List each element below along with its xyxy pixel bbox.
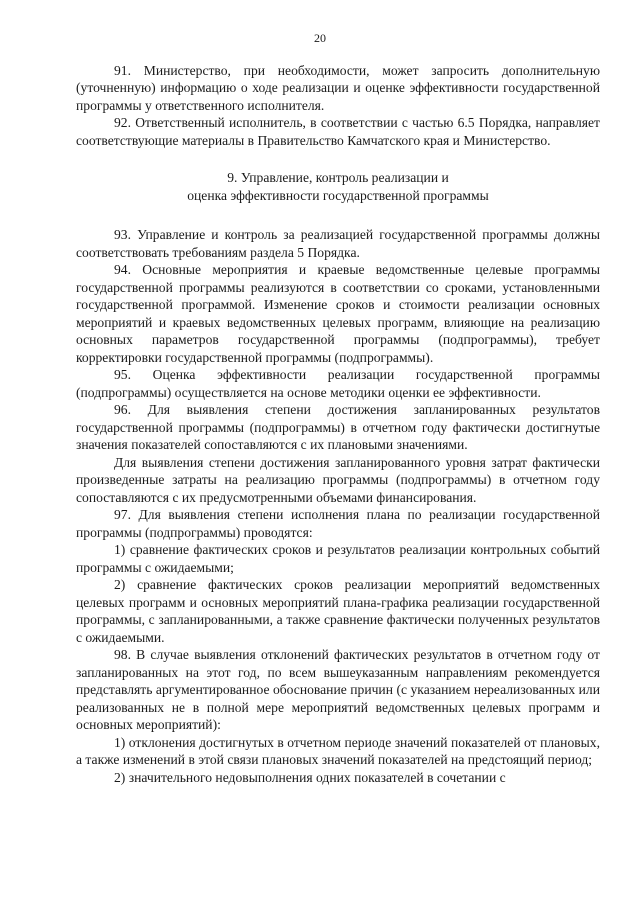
paragraph-98: 98. В случае выявления отклонений фактических результатов в отчетном году от запланированных на этот год, по всем вышеуказанным направлениям рекомендуется представлять аргументированное обоснование причин (с указанием нереализованных или реализованных не в полной мере мероприятий ведомственных целевых программ и основных мероприятий): <box>76 647 600 732</box>
paragraph-95: 95. Оценка эффективности реализации государственной программы (подпрограммы) осуществляется на основе методики оценки ее эффективности. <box>76 367 600 400</box>
section-heading-line-1: 9. Управление, контроль реализации и <box>227 170 449 185</box>
paragraph-97-item-1: 1) сравнение фактических сроков и результатов реализации контрольных событий программы с ожидаемыми; <box>76 542 600 575</box>
section-heading <box>76 169 600 204</box>
paragraph-97-item-2: 2) сравнение фактических сроков реализации мероприятий ведомственных целевых программ и основных мероприятий плана-графика реализации государственной программы, с запланированными, а также сравнение фактически полученных результатов с ожидаемыми. <box>76 577 600 645</box>
paragraph-96-cont: Для выявления степени достижения запланированного уровня затрат фактически произведенные затраты на реализацию программы (подпрограммы) в отчетном году сопоставляются с их предусмотренными объемами финансирования. <box>76 454 600 505</box>
paragraph-92: 92. Ответственный исполнитель, в соответствии с частью 6.5 Порядка, направляет соответствующие материалы в Правительство Камчатского края и Министерство. <box>76 115 600 148</box>
page-number: 20 <box>314 31 326 45</box>
paragraph-94: 94. Основные мероприятия и краевые ведомственные целевые программы государственной программы реализуются в соответствии со сроками, установленными государственной программой. Изменение сроков и стоимости реализации основных мероприятий и краевых ведомственных целевых программ, влияющие на реализацию основных параметров государственной программы (подпрограммы), требует корректировки государственной программы (подпрограммы). <box>76 262 600 365</box>
paragraph-97: 97. Для выявления степени исполнения плана по реализации государственной программы (подпрограммы) проводятся: <box>76 507 600 540</box>
paragraph-91: 91. Министерство, при необходимости, может запросить дополнительную (уточненную) информацию о ходе реализации и оценке эффективности государственной программы у ответственного исполнителя. <box>76 62 600 113</box>
paragraph-96: 96. Для выявления степени достижения запланированных результатов государственной программы (подпрограммы) в отчетном году фактически достигнутые значения показателей сопоставляются с их плановыми значениями. <box>76 402 600 452</box>
paragraph-98-item-1: 1) отклонения достигнутых в отчетном периоде значений показателей от плановых, а также изменений в этой связи плановых значений показателей на предстоящий период; <box>76 734 600 767</box>
paragraph-98-item-2: 2) значительного недовыполнения одних показателей в сочетании с <box>114 769 506 785</box>
paragraph-93: 93. Управление и контроль за реализацией государственной программы должны соответствовать требованиям раздела 5 Порядка. <box>76 227 600 260</box>
section-heading-line-2: оценка эффективности государственной программы <box>187 187 489 203</box>
